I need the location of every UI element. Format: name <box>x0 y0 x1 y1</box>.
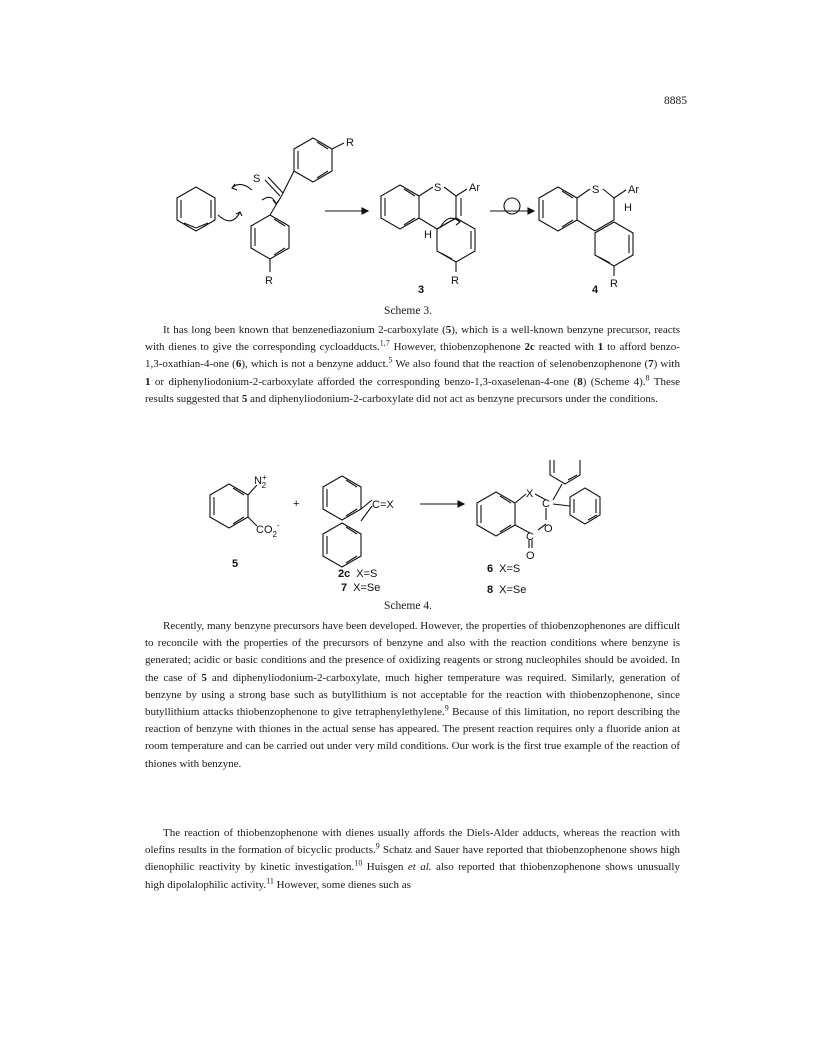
label-c-2: C <box>526 531 534 543</box>
label-r-1: R <box>346 137 354 149</box>
compound-5-label: 5 <box>232 558 239 570</box>
scheme-3-caption: Scheme 3. <box>384 305 432 317</box>
label-plus: + <box>293 498 300 510</box>
page-number: 8885 <box>664 95 687 107</box>
label-r-4: R <box>610 278 618 290</box>
compound-2c-label: 2c X=S <box>338 568 378 580</box>
label-n2: N+ 2 <box>254 473 267 490</box>
label-co2: $CO_2^-$ <box>256 521 280 539</box>
thiobenzophenone-structure <box>251 138 344 272</box>
paragraph-3: The reaction of thiobenzophenone with dienes usually affords the Diels-Alder adducts, whereas the reaction with olefins results in the formation of bicyclic products.$^9$ Schatz and Sauer have reported that thiobenzophenone shows high dienophilic reactivity by kinetic investigation.$^{10}$ Huisgen et al. also reported that thiobenzophenone shows unusually high dipolalophilic activity.$^{11}$ However, some dienes such as <box>145 827 680 891</box>
label-o-ring: O <box>544 523 553 535</box>
label-c-x: C=X <box>372 499 394 511</box>
compound-6-label: 6 X=S <box>487 563 521 575</box>
label-x: X <box>526 488 534 500</box>
scheme-3 <box>0 130 816 300</box>
label-ar-2: Ar <box>628 184 639 196</box>
scheme-4 <box>0 460 816 600</box>
scheme-4-drawing <box>0 460 816 600</box>
label-o-carbonyl: O <box>526 550 535 562</box>
paragraph-2: Recently, many benzyne precursors have been developed. However, the properties of thiobenzophenones are difficult to reconcile with the properties of the precursors of benzyne and also with the reaction conditions where benzyne is generated; acidic or basic conditions and the presence of oxidizing reagents or strong nucleophiles should be avoided. In the case of 5 and diphenyliodonium-2-carboxylate, much higher temperature was required. Similarly, generation of benzyne by using a strong base such as butyllithium is not acceptable for the reaction with thiobenzophenone, since butyllithium attacks thiobenzophenone to give tetraphenylethylene.$^9$ Because of this limitation, no report describing the reaction of benzyne with thiones in the actual sense has appeared. The present reaction requires only a fluoride anion at room temperature and can be carried out under very mild conditions. Our work is the first true example of the reaction of thiones with benzyne. <box>145 620 681 770</box>
compound-7-label: 7 X=Se <box>341 582 381 594</box>
label-s-3: S <box>592 184 600 196</box>
label-h-1: H <box>424 229 432 241</box>
label-h-2: H <box>624 202 632 214</box>
compound-4-structure <box>539 187 633 276</box>
reaction-arrow-2-circle <box>504 198 520 214</box>
scheme-4-caption: Scheme 4. <box>384 600 432 612</box>
compound-6-structure <box>477 460 600 548</box>
compound-4-label: 4 <box>592 284 599 296</box>
scheme-3-drawing <box>0 130 816 300</box>
compound-3-label: 3 <box>418 284 425 296</box>
benzyne-structure <box>177 187 215 231</box>
label-s-2: S <box>434 182 442 194</box>
diaryl-thione-structure <box>323 476 372 567</box>
label-r-3: R <box>451 275 459 287</box>
label-ar-1: Ar <box>469 182 480 194</box>
label-s-1: S <box>253 173 261 185</box>
compound-5-structure <box>210 484 257 528</box>
label-c-1: C <box>542 498 550 510</box>
compound-8-label: 8 X=Se <box>487 584 527 596</box>
paragraph-1: It has long been known that benzenediazonium 2-carboxylate (5), which is a well-known benzyne precursor, reacts with dienes to give the corresponding cycloadducts.$^{1,7}$ However, thiobenzophenone 2c reacted with 1 to afford benzo-1,3-oxathian-4-one (6), which is not a benzyne adduct.$^5$ We also found that the reaction of selenobenzophenone (7) with 1 or diphenyliodonium-2-carboxylate afforded the corresponding benzo-1,3-oxaselenan-4-one (8) (Scheme 4).$^8$ These results suggested that 5 and diphenyliodonium-2-carboxylate did not act as benzyne precursors under the conditions. <box>145 324 680 405</box>
label-r-2: R <box>265 275 273 287</box>
